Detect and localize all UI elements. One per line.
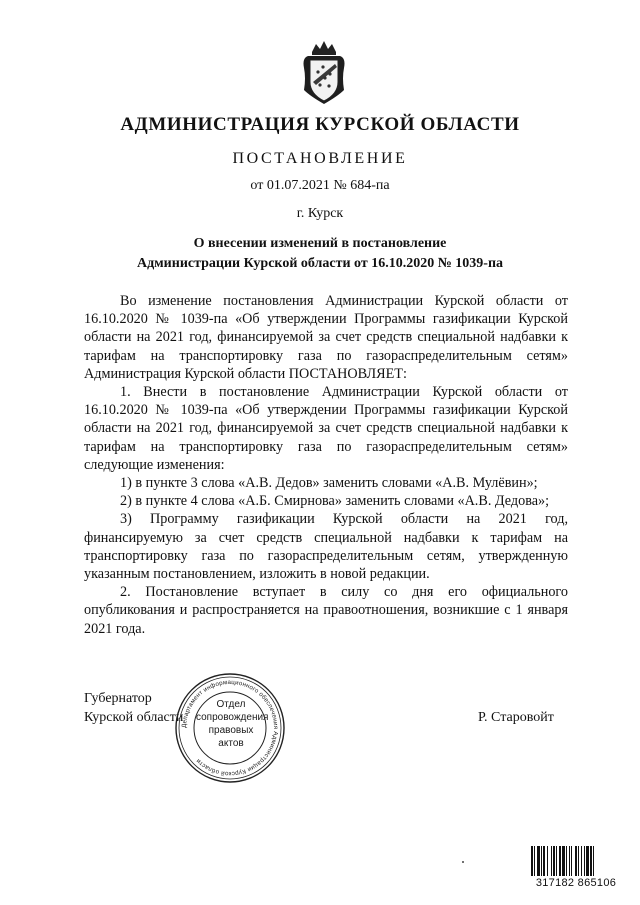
coat-of-arms-icon	[296, 38, 352, 108]
stamp-ring-text: Департамент информационного обеспечения Администрации Курской области	[180, 678, 280, 778]
barcode-icon	[530, 846, 622, 876]
signatory-region: Курской области	[84, 710, 184, 725]
barcode-bar	[559, 846, 561, 876]
barcode-bar	[547, 846, 548, 876]
barcode-bar	[553, 846, 555, 876]
document-body	[84, 292, 568, 638]
body-paragraph: 1. Внести в постановление Администрации Курской области от 16.10.2020 № 1039-па «Об утверждении Программы газификации Курской области на 2021 год, финансируемой за счет средств специальной надбавки к тарифам на транспортировку газа по газораспределительным сетям» следующие изменения:	[84, 384, 568, 473]
body-paragraph: 2. Постановление вступает в силу со дня его официального опубликования и распространяется на правоотношения, возникшие с 1 января 2021 года.	[84, 584, 568, 637]
barcode-bar	[569, 846, 570, 876]
signatory-position: Губернатор	[84, 691, 152, 706]
scan-speck	[462, 861, 464, 863]
body-paragraph: 3) Программу газификации Курской области на 2021 год, финансируемую за счет средств специальной надбавки к тарифам на транспортировку газа по газораспределительным сетям, утвержденную указанным постановлением, изложить в новой редакции.	[84, 511, 568, 583]
barcode-bar	[571, 846, 572, 876]
body-paragraph: 1) в пункте 3 слова «А.В. Дедов» заменить словами «А.В. Мулёвин»;	[120, 475, 538, 492]
document-type: ПОСТАНОВЛЕНИЕ	[232, 150, 408, 167]
body-paragraph: Во изменение постановления Администрации Курской области от 16.10.2020 № 1039-па «Об утверждении Программы газификации Курской области на 2021 год, финансируемой за счет средств специальной надбавки к тарифам на транспортировку газа по газораспределительным сетям» Администрация Курской области ПОСТАНОВЛЯЕТ:	[84, 293, 568, 382]
signatory-name: Р. Старовойт	[478, 710, 554, 725]
document-city: г. Курск	[296, 206, 344, 221]
organization-title: АДМИНИСТРАЦИЯ КУРСКОЙ ОБЛАСТИ	[120, 114, 520, 135]
barcode-bar	[543, 846, 545, 876]
stamp-line: правовых	[208, 725, 254, 736]
barcode-bar	[537, 846, 540, 876]
barcode-bar	[534, 846, 535, 876]
barcode-bar	[551, 846, 552, 876]
barcode-bar	[584, 846, 585, 876]
barcode-bar	[556, 846, 557, 876]
barcode-bar	[581, 846, 582, 876]
barcode-bar	[575, 846, 577, 876]
document-date-number: от 01.07.2021 № 684-па	[250, 178, 390, 193]
barcode-bar	[590, 846, 592, 876]
body-paragraph: 2) в пункте 4 слова «А.Б. Смирнова» заменить словами «А.В. Дедова»;	[120, 493, 550, 510]
subject-line-2: Администрации Курской области от 16.10.2020 № 1039-па	[136, 256, 504, 271]
stamp-center-text	[196, 698, 269, 750]
barcode-number: 317182 865106	[535, 877, 617, 889]
subject-line-1: О внесении изменений в постановление	[193, 236, 447, 251]
stamp-line: актов	[218, 738, 244, 749]
barcode-bar	[566, 846, 567, 876]
barcode-bar	[541, 846, 542, 876]
barcode-bar	[593, 846, 594, 876]
barcode-bar	[586, 846, 589, 876]
stamp-line: Отдел	[216, 699, 246, 710]
stamp-line: сопровождения	[196, 712, 269, 723]
barcode-bar	[562, 846, 565, 876]
barcode-bar	[578, 846, 579, 876]
barcode-bar	[531, 846, 533, 876]
